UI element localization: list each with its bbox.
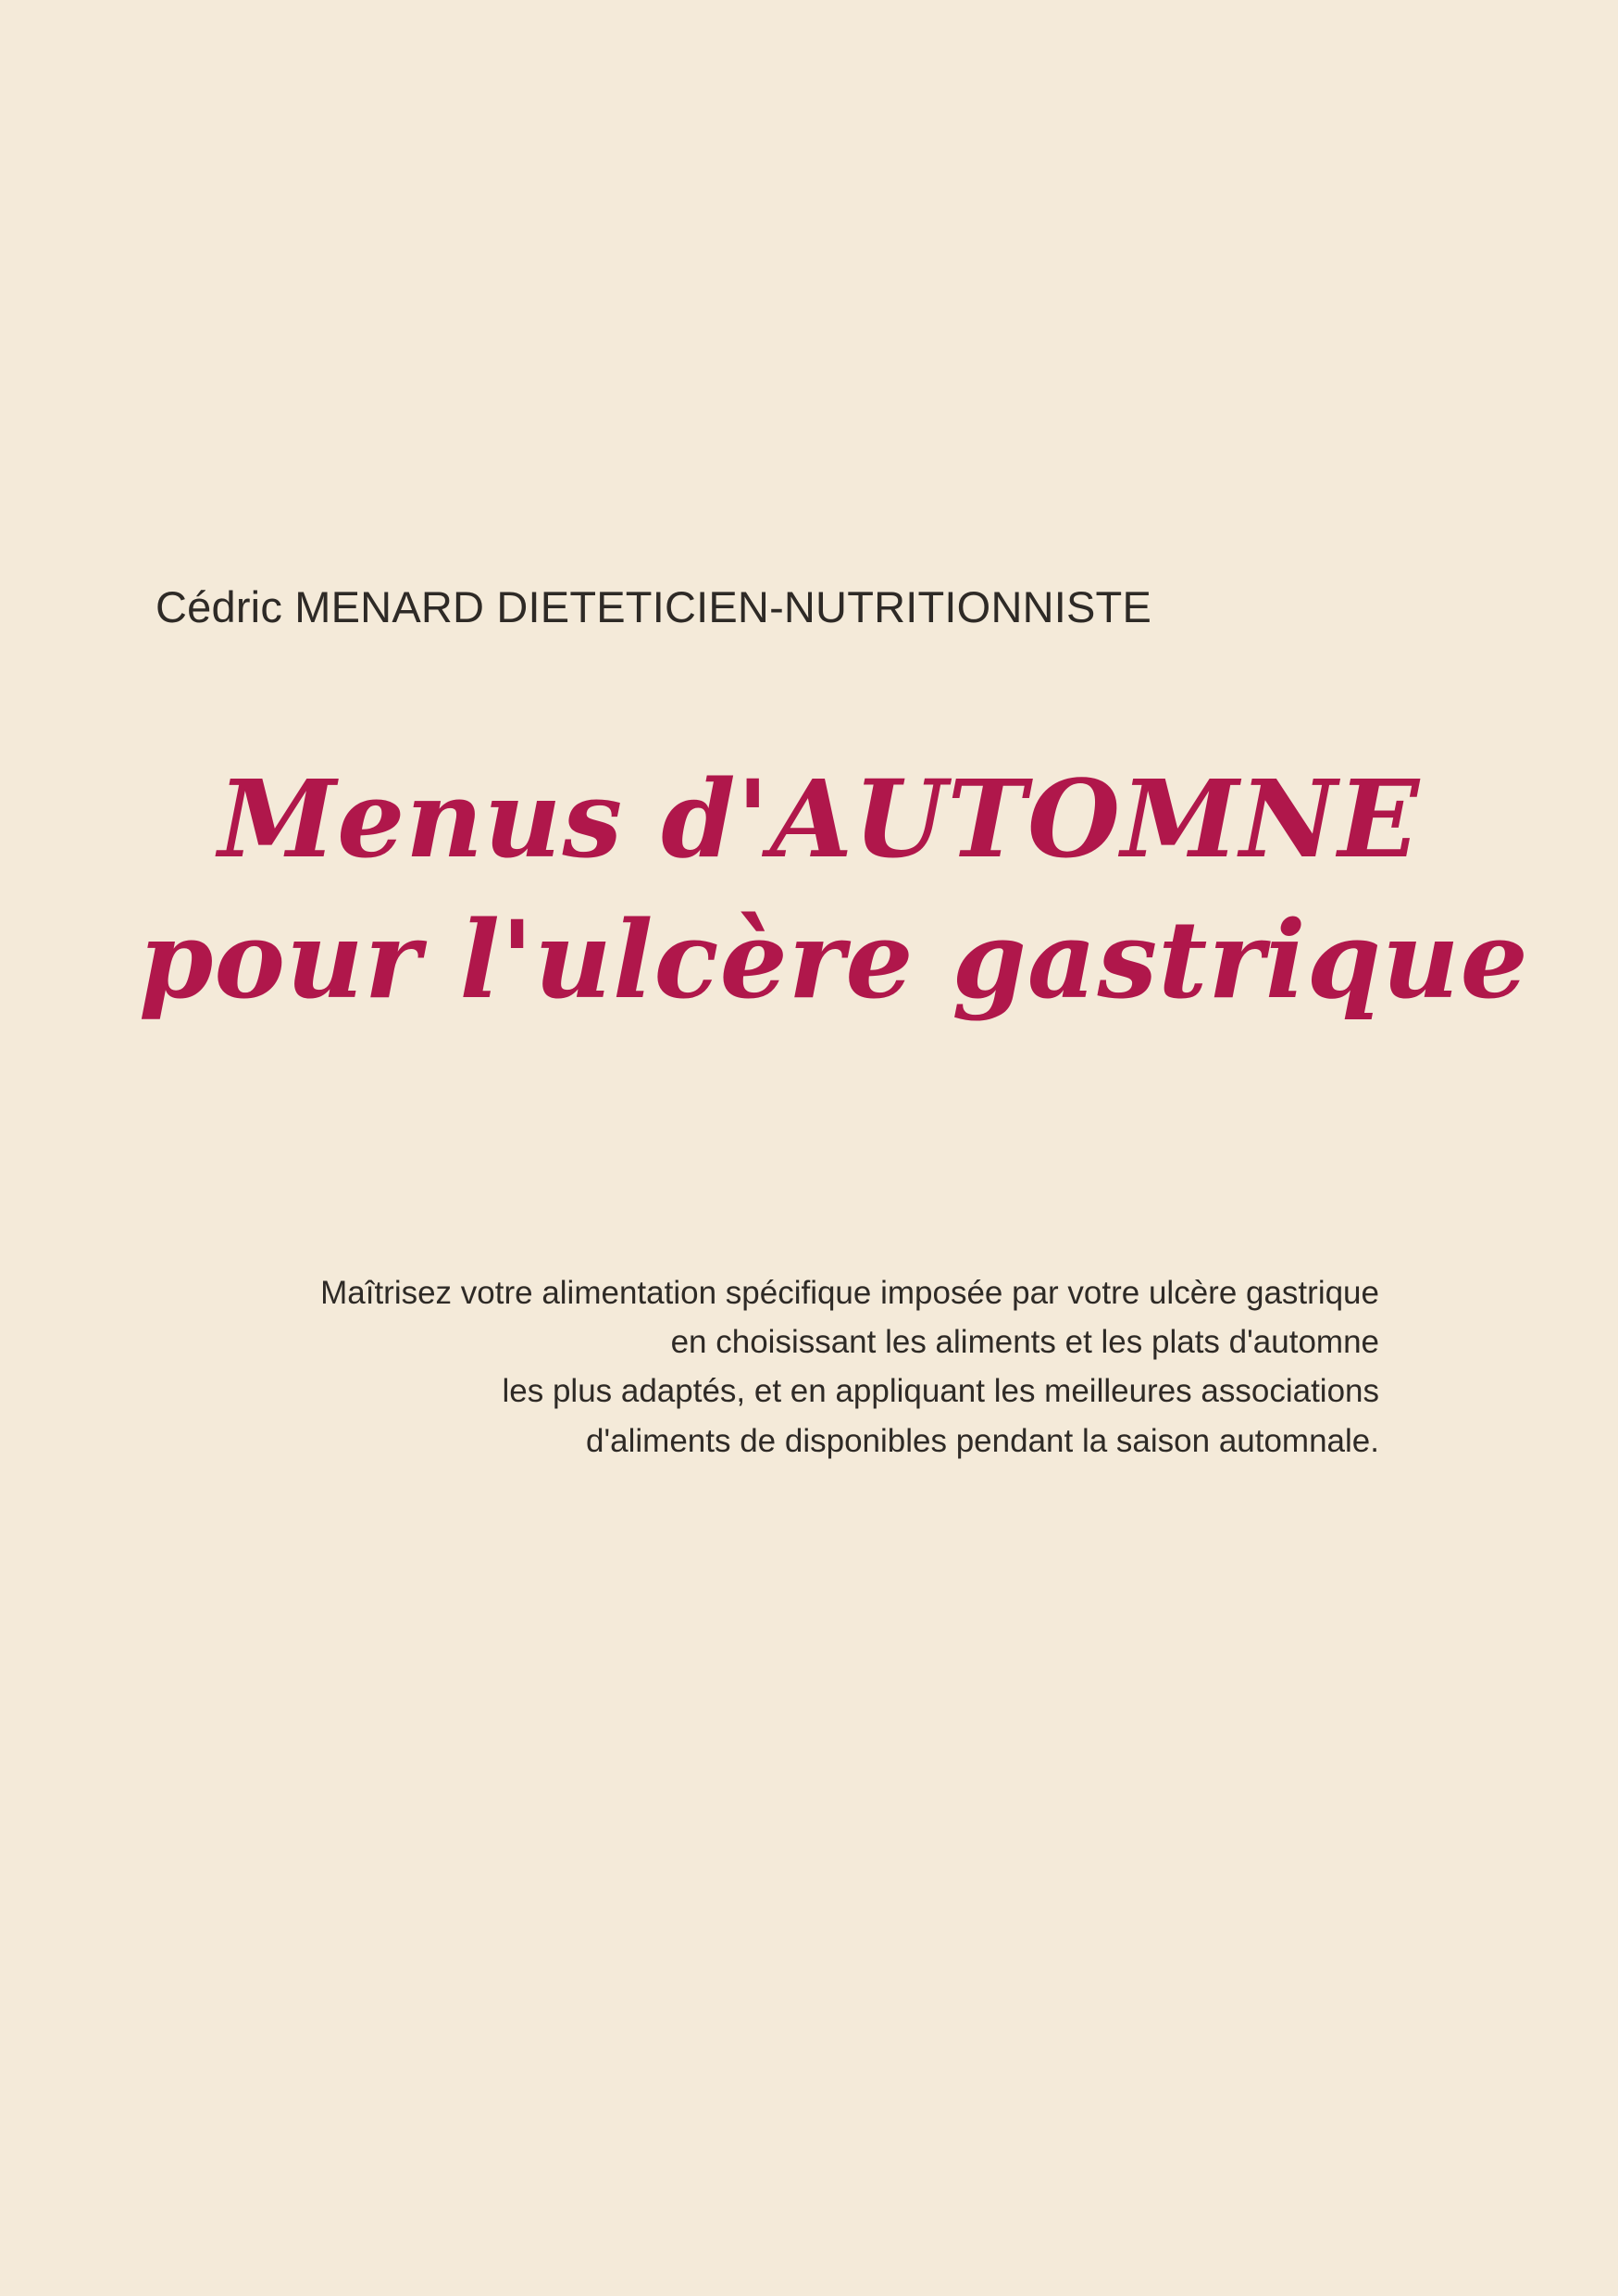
cover-title — [139, 750, 1529, 1031]
title-line-1: Menus d'AUTOMNE — [218, 757, 1421, 882]
title-line-2: pour l'ulcère gastrique — [139, 897, 1529, 1023]
cover-subtitle — [213, 1268, 1379, 1466]
subtitle-line-3: les plus adaptés, et en appliquant les meilleures associations — [502, 1373, 1379, 1410]
subtitle-line-2: en choisissant les aliments et les plats d'automne — [670, 1324, 1379, 1361]
author-line: Cédric MENARD DIETETICIEN-NUTRITIONNISTE — [156, 582, 1151, 631]
subtitle-line-1: Maîtrisez votre alimentation spécifique imposée par votre ulcère gastrique — [320, 1275, 1379, 1311]
subtitle-line-4: d'aliments de disponibles pendant la saison automnale. — [586, 1422, 1379, 1459]
